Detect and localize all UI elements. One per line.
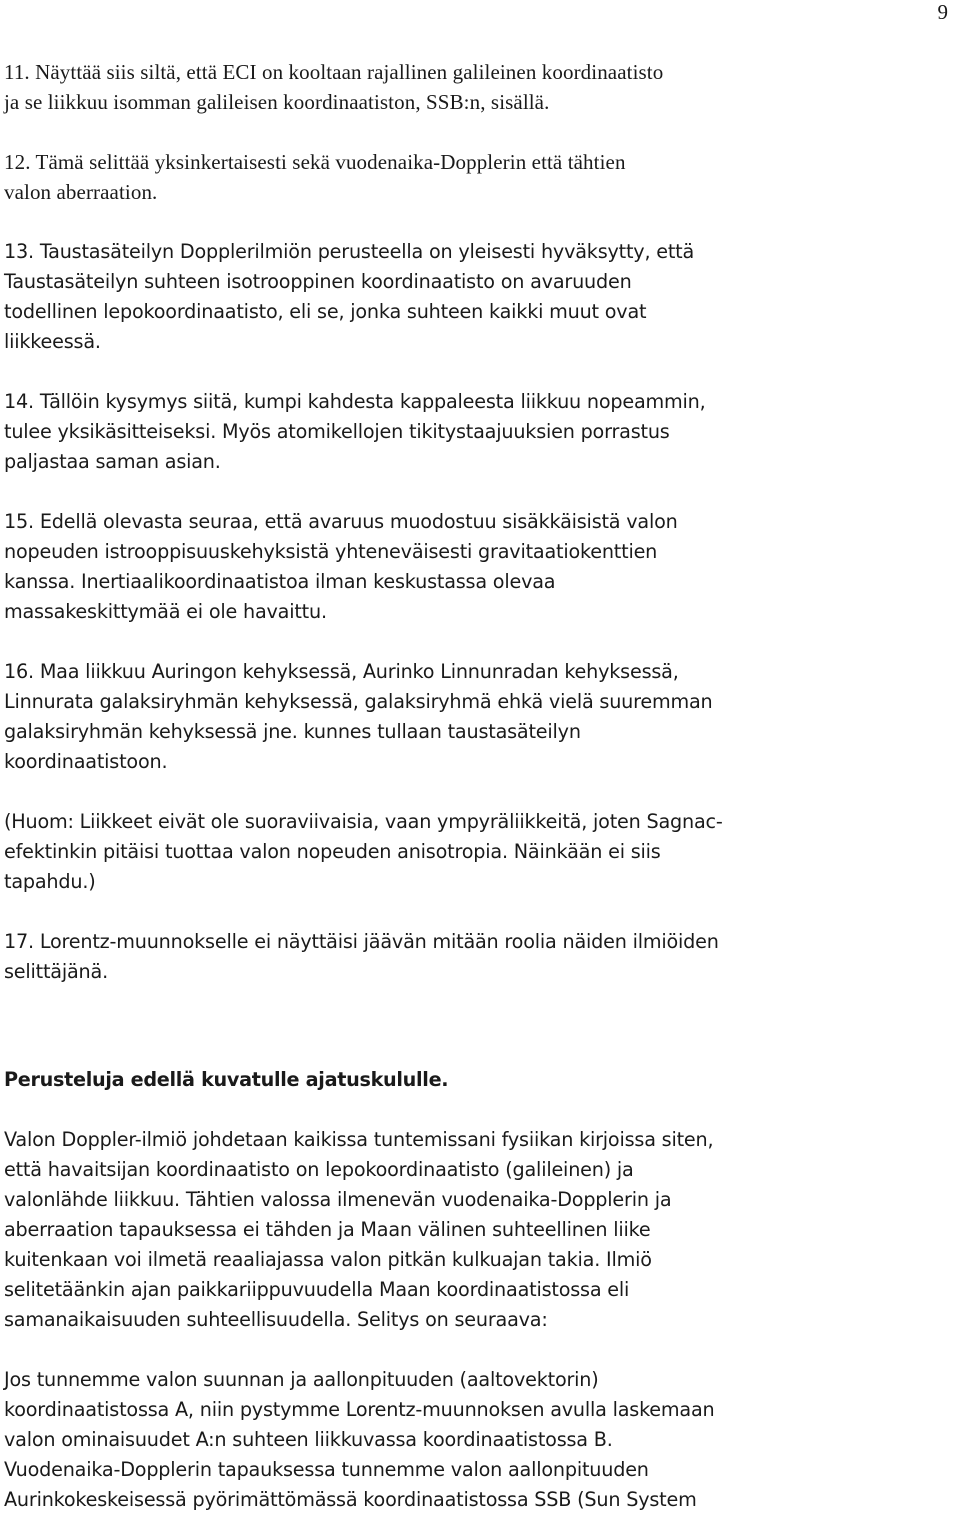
text-line: todellinen lepokoordinaatisto, eli se, jonka suhteen kaikki muut ovat [4,300,647,323]
page-number: 9 [937,0,948,24]
text-line: valonlähde liikkuu. Tähtien valossa ilmenevän vuodenaika-Dopplerin ja [4,1188,672,1211]
text-line: nopeuden istrooppisuuskehyksistä yhteneväisesti gravitaatiokenttien [4,540,658,563]
text-line: efektinkin pitäisi tuottaa valon nopeuden anisotropia. Näinkään ei siis [4,840,661,863]
note-paragraph [4,807,944,897]
text-line: koordinaatistossa A, niin pystymme Lorentz-muunnoksen avulla laskemaan [4,1398,715,1421]
text-line: Valon Doppler-ilmiö johdetaan kaikissa tuntemissani fysiikan kirjoissa siten, [4,1128,714,1151]
text-line: 11. Näyttää siis siltä, että ECI on kooltaan rajallinen galileinen koordinaatisto [4,60,664,84]
text-line: valon ominaisuudet A:n suhteen liikkuvassa koordinaatistossa B. [4,1428,613,1451]
text-line: massakeskittymää ei ole havaittu. [4,600,327,623]
text-line: Vuodenaika-Dopplerin tapauksessa tunnemme valon aallonpituuden [4,1458,649,1481]
text-line: (Huom: Liikkeet eivät ole suoraviivaisia, vaan ympyräliikkeitä, joten Sagnac- [4,810,723,833]
text-line: ja se liikkuu isomman galileisen koordinaatiston, SSB:n, sisällä. [4,90,550,114]
text-line: kanssa. Inertiaalikoordinaatistoa ilman keskustassa olevaa [4,570,556,593]
body-paragraph [4,1365,944,1515]
body-paragraph [4,1125,944,1335]
text-line: 17. Lorentz-muunnokselle ei näyttäisi jäävän mitään roolia näiden ilmiöiden [4,930,719,953]
text-line: Aurinkokeskeisessä pyörimättömässä koordinaatistossa SSB (Sun System [4,1488,697,1511]
text-line: aberraation tapauksessa ei tähden ja Maan välinen suhteellinen liike [4,1218,651,1241]
list-item-14 [4,387,944,477]
text-line: 15. Edellä olevasta seuraa, että avaruus muodostuu sisäkkäisistä valon [4,510,678,533]
text-line: tulee yksikäsitteiseksi. Myös atomikellojen tikitystaajuuksien porrastus [4,420,670,443]
list-item-15 [4,507,944,627]
text-line: tapahdu.) [4,870,96,893]
text-line: paljastaa saman asian. [4,450,221,473]
section-heading: Perusteluja edellä kuvatulle ajatuskululle. [4,1068,449,1091]
text-line: Linnurata galaksiryhmän kehyksessä, galaksiryhmä ehkä vielä suuremman [4,690,713,713]
text-line: selitetäänkin ajan paikkariippuvuudella Maan koordinaatistossa eli [4,1278,630,1301]
text-line: Taustasäteilyn suhteen isotrooppinen koordinaatisto on avaruuden [4,270,632,293]
list-item-12 [4,147,944,207]
text-line: 14. Tällöin kysymys siitä, kumpi kahdesta kappaleesta liikkuu nopeammin, [4,390,706,413]
text-line: kuitenkaan voi ilmetä reaaliajassa valon pitkän kulkuajan takia. Ilmiö [4,1248,652,1271]
text-line: selittäjänä. [4,960,108,983]
text-line: valon aberraation. [4,180,158,204]
document-body [4,57,944,1515]
text-line: Jos tunnemme valon suunnan ja aallonpituuden (aaltovektorin) [4,1368,599,1391]
text-line: galaksiryhmän kehyksessä jne. kunnes tullaan taustasäteilyn [4,720,581,743]
list-item-17 [4,927,944,987]
text-line: koordinaatistoon. [4,750,168,773]
list-item-13 [4,237,944,357]
text-line: 13. Taustasäteilyn Dopplerilmiön perusteella on yleisesti hyväksytty, että [4,240,695,263]
text-line: että havaitsijan koordinaatisto on lepokoordinaatisto (galileinen) ja [4,1158,634,1181]
text-line: 12. Tämä selittää yksinkertaisesti sekä vuodenaika-Dopplerin että tähtien [4,150,626,174]
list-item-11 [4,57,944,117]
text-line: liikkeessä. [4,330,101,353]
text-line: samanaikaisuuden suhteellisuudella. Selitys on seuraava: [4,1308,548,1331]
text-line: 16. Maa liikkuu Auringon kehyksessä, Aurinko Linnunradan kehyksessä, [4,660,679,683]
list-item-16 [4,657,944,777]
